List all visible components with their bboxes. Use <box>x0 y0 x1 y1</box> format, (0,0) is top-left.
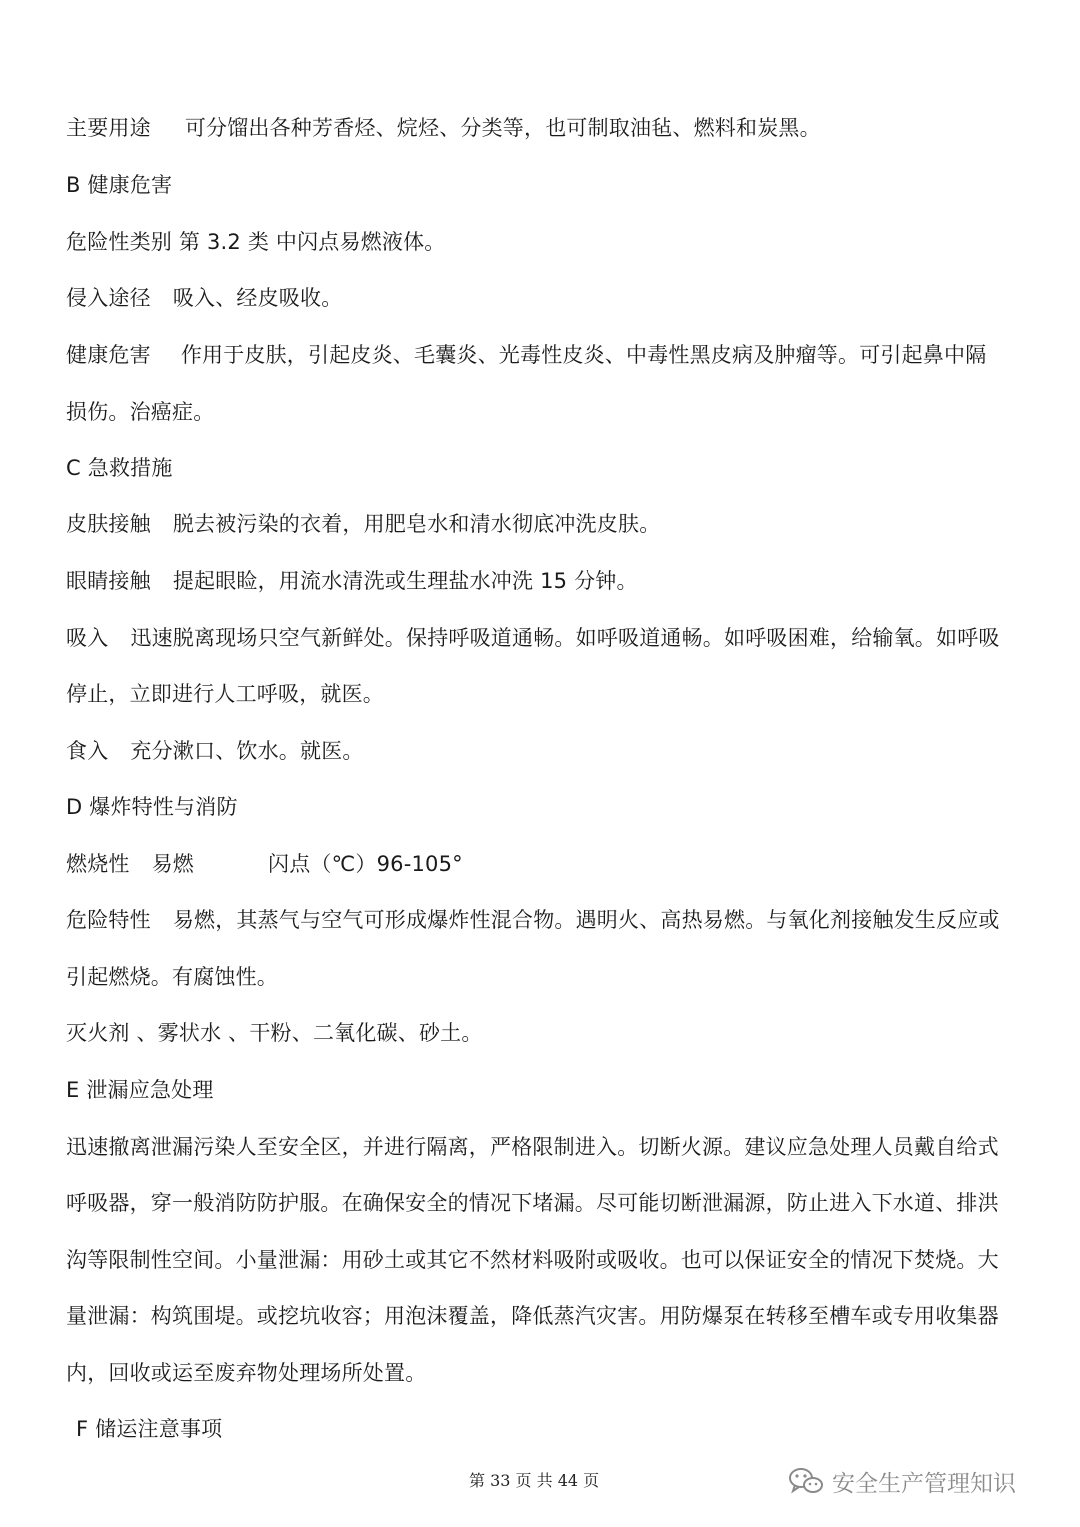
text-line: 停止，立即进行人工呼吸，就医。 <box>66 682 384 706</box>
text-line: 皮肤接触 脱去被污染的衣着，用肥皂水和清水彻底冲洗皮肤。 <box>66 512 661 536</box>
text-line: 呼吸器，穿一般消防防护服。在确保安全的情况下堵漏。尽可能切断泄漏源，防止进入下水道、排洪 <box>66 1191 999 1215</box>
text-line: 灭火剂 、雾状水 、干粉、二氧化碳、砂土。 <box>66 1021 483 1045</box>
text-line: 危险特性 易燃，其蒸气与空气可形成爆炸性混合物。遇明火、高热易燃。与氧化剂接触发生反应或 <box>66 908 1000 932</box>
section-heading: B 健康危害 <box>66 173 173 197</box>
section-heading: F 储运注意事项 <box>76 1417 223 1441</box>
wechat-watermark <box>788 1466 1016 1496</box>
text-line: 吸入 迅速脱离现场只空气新鲜处。保持呼吸道通畅。如呼吸道通畅。如呼吸困难，给输氧。如呼吸 <box>66 626 1000 650</box>
text-line: 食入 充分漱口、饮水。就医。 <box>66 739 364 763</box>
text-line: 眼睛接触 提起眼睑，用流水清洗或生理盐水冲洗 15 分钟。 <box>66 569 638 593</box>
section-heading: E 泄漏应急处理 <box>66 1078 214 1102</box>
section-heading: D 爆炸特性与消防 <box>66 795 238 819</box>
text-line: 内，回收或运至废弃物处理场所处置。 <box>66 1361 427 1385</box>
page-number: 第 33 页 共 44 页 <box>469 1471 600 1490</box>
text-line: 危险性类别 第 3.2 类 中闪点易燃液体。 <box>66 230 446 254</box>
text-line: 引起燃烧。有腐蚀性。 <box>66 965 278 989</box>
text-line: 量泄漏：构筑围堤。或挖坑收容；用泡沫覆盖，降低蒸汽灾害。用防爆泵在转移至槽车或专用收集器 <box>66 1304 999 1328</box>
text-line: 损伤。治癌症。 <box>66 400 215 424</box>
page-footer <box>0 1470 1080 1500</box>
section-heading: C 急救措施 <box>66 456 173 480</box>
watermark-text: 安全生产管理知识 <box>832 1470 1016 1497</box>
text-line: 沟等限制性空间。小量泄漏：用砂土或其它不然材料吸附或吸收。也可以保证安全的情况下焚烧。大 <box>66 1248 999 1272</box>
text-line: 健康危害 作用于皮肤，引起皮炎、毛囊炎、光毒性皮炎、中毒性黑皮病及肿瘤等。可引起鼻中隔 <box>66 343 987 367</box>
text-line: 燃烧性 易燃 闪点（℃）96-105° <box>66 852 463 876</box>
text-line: 侵入途径 吸入、经皮吸收。 <box>66 286 343 310</box>
text-line: 主要用途 可分馏出各种芳香烃、烷烃、分类等，也可制取油毡、燃料和炭黑。 <box>66 116 821 140</box>
wechat-icon <box>788 1466 824 1496</box>
text-line: 迅速撤离泄漏污染人至安全区，并进行隔离，严格限制进入。切断火源。建议应急处理人员戴自给式 <box>66 1135 999 1159</box>
